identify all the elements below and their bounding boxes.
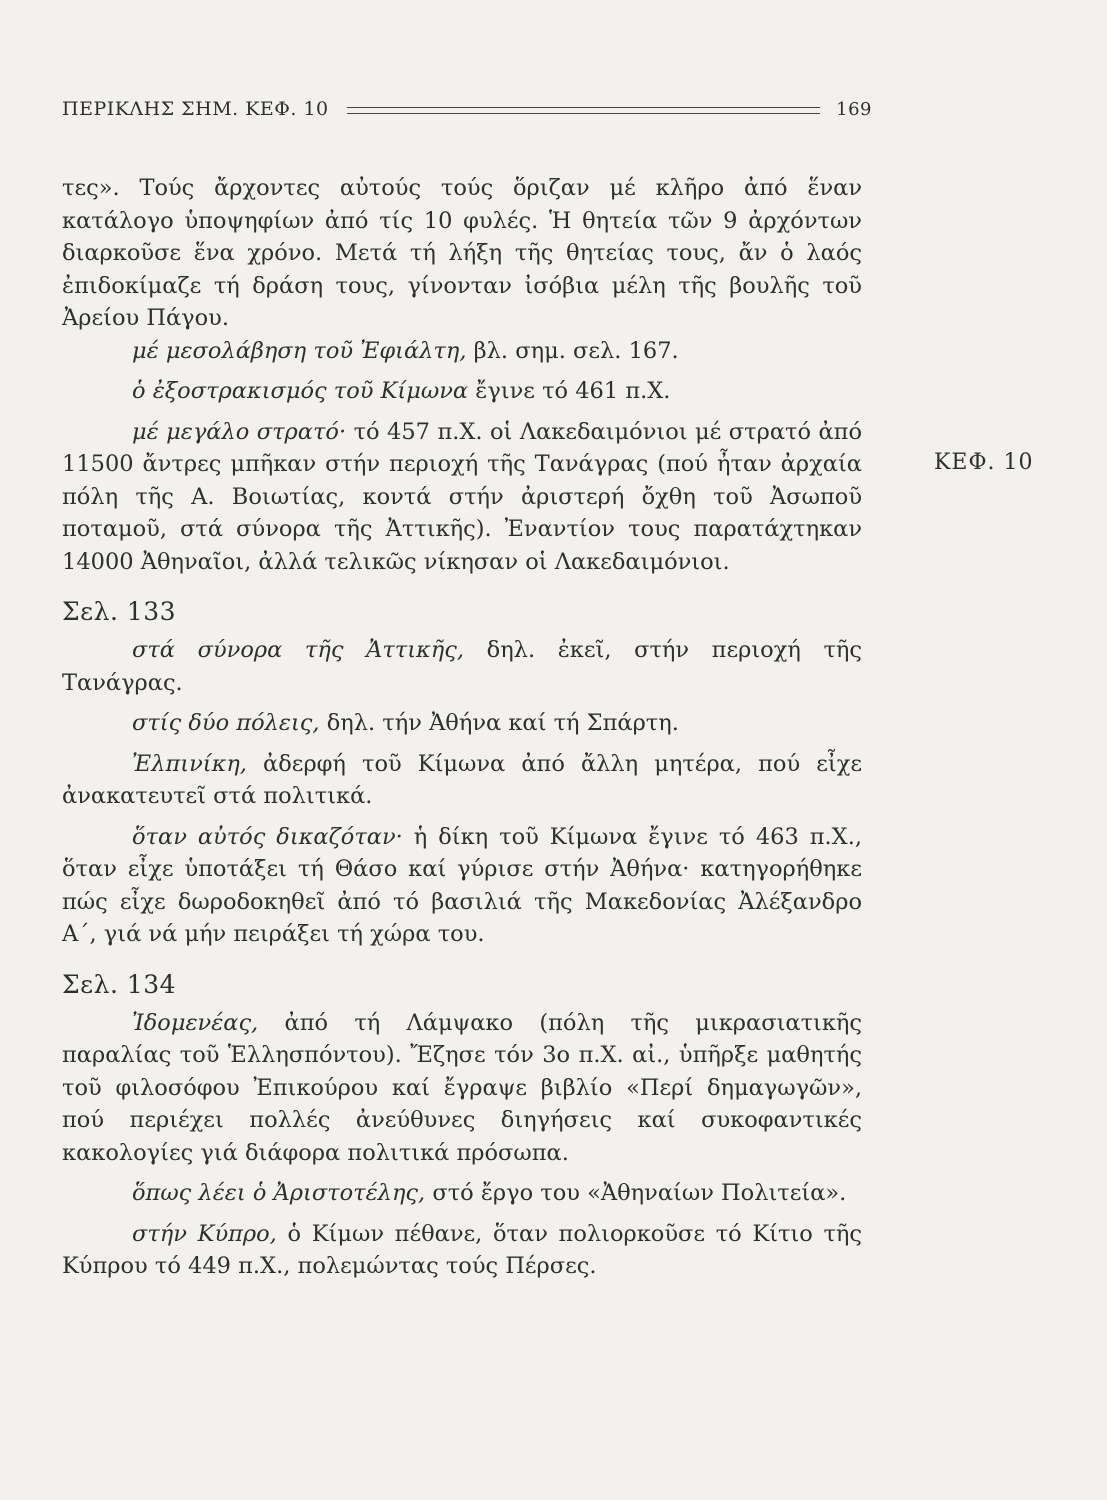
margin-chapter-label: ΚΕΦ. 10 [934, 450, 1034, 475]
note-cyprus [62, 1218, 862, 1283]
note-lemma: στίς δύο πόλεις, [132, 710, 320, 736]
note-text: δηλ. τήν Ἀθήνα καί τή Σπάρτη. [319, 710, 679, 736]
note-idomeneas [62, 1007, 862, 1170]
note-lemma: ὅταν αὐτός δικαζόταν· [132, 823, 403, 850]
note-attica-borders [62, 634, 862, 699]
note-elpiniki [62, 748, 862, 813]
note-lemma: μέ μεσολάβηση τοῦ Ἐφιάλτη, [132, 337, 467, 364]
note-lemma: στήν Κύπρο, [132, 1220, 277, 1247]
continued-paragraph: τες». Τούς ἄρχοντες αὐτούς τούς ὅριζαν μέ κλῆρο ἀπό ἕναν κατάλογο ὑποψηφίων ἀπό τίς 10 φυλές. Ἡ θητεία τῶν 9 ἀρχόντων διαρκοῦσε ἕνα χρόνο. Μετά τή λήξη τῆς θητείας τους, ἄν ὁ λαός ἐπιδοκίμαζε τή δράση τους, γίνονταν ἰσόβια μέλη τῆς βουλῆς τοῦ Ἀρείου Πάγου. [62, 175, 862, 331]
note-text: στό ἔργο του «Ἀθηναίων Πολιτεία». [425, 1180, 847, 1206]
page-number: 169 [836, 98, 872, 120]
note-text: ἀδερφή τοῦ Κίμωνα ἀπό ἄλλη μητέρα, πού εἶχε ἀνακατευτεῖ στά πολιτικά. [62, 750, 862, 809]
note-trial [62, 821, 862, 951]
running-head-rule [347, 107, 821, 114]
note-great-army [62, 416, 862, 579]
note-ostracism [62, 375, 862, 408]
note-text: ὁ Κίμων πέθανε, ὅταν πολιορκοῦσε τό Κίτιο τῆς Κύπρου τό 449 π.Χ., πολεμώντας τούς Πέρσες. [62, 1220, 862, 1279]
note-text: δηλ. ἐκεῖ, στήν περιοχή τῆς Τανάγρας. [62, 637, 862, 696]
note-text: βλ. σημ. σελ. 167. [466, 337, 679, 364]
running-head [62, 96, 872, 122]
note-lemma: μέ μεγάλο στρατό· [132, 418, 347, 445]
section-heading-134: Σελ. 134 [62, 969, 177, 999]
note-lemma: Ἐλπινίκη, [132, 750, 247, 777]
note-aristotle [62, 1177, 862, 1210]
note-lemma: Ἰδομενέας, [132, 1009, 259, 1036]
note-lemma: ὅπως λέει ὁ Ἀριστοτέλης, [132, 1180, 426, 1206]
note-two-cities [62, 707, 862, 740]
note-text: τό 457 π.Χ. οἱ Λακεδαιμόνιοι μέ στρατό ἀπό 11500 ἄντρες μπῆκαν στήν περιοχή τῆς Τανάγρας (πού ἦταν ἀρχαία πόλη τῆς Α. Βοιωτίας, κοντά στήν ἀριστερή ὄχθη τοῦ Ἀσωποῦ ποταμοῦ, στά σύνορα τῆς Ἀττικῆς). Ἐναντίον τους παρατάχτηκαν 14000 Ἀθηναῖοι, ἀλλά τελικῶς νίκησαν οἱ Λακεδαιμόνιοι. [62, 418, 862, 575]
note-text: ἡ δίκη τοῦ Κίμωνα ἔγινε τό 463 π.Χ., ὅταν εἶχε ὑποτάξει τή Θάσο καί γύρισε στήν Ἀθήνα· κατηγορήθηκε πώς εἶχε δωροδοκηθεῖ ἀπό τό βασιλιά τῆς Μακεδονίας Ἀλέξανδρο Α΄, γιά νά μήν πειράξει τή χώρα του. [62, 823, 862, 947]
section-heading-133: Σελ. 133 [62, 597, 177, 626]
note-lemma: στά σύνορα τῆς Ἀττικῆς, [132, 637, 465, 663]
note-text: ἀπό τή Λάμψακο (πόλη τῆς μικρασιατικῆς παραλίας τοῦ Ἑλλησπόντου). Ἔζησε τόν 3ο π.Χ. αἰ., ὑπῆρξε μαθητής τοῦ φιλοσόφου Ἐπικούρου καί ἔγραψε βιβλίο «Περί δημαγωγῶν», πού περιέχει πολλές ἀνεύθυνες διηγήσεις καί συκοφαντικές κακολογίες γιά διάφορα πολιτικά πρόσωπα. [62, 1009, 862, 1166]
notes-body [62, 172, 862, 1283]
note-text: ἔγινε τό 461 π.Χ. [468, 378, 671, 404]
running-head-title: ΠΕΡΙΚΛΗΣ ΣΗΜ. ΚΕΦ. 10 [62, 98, 329, 120]
note-lemma: ὁ ἐξοστρακισμός τοῦ Κίμωνα [132, 378, 469, 404]
note-efialtis [62, 335, 862, 368]
